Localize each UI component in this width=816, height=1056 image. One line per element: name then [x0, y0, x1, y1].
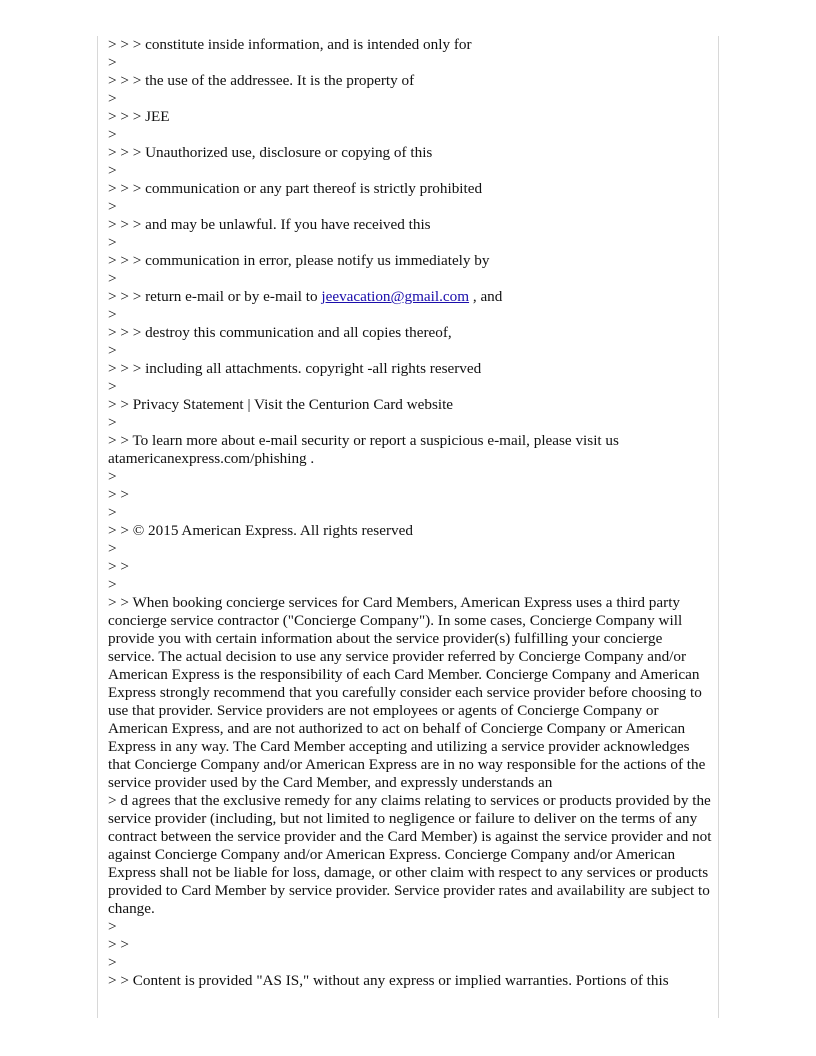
quote-marker: > [108, 378, 117, 395]
text-line: > > > JEE [108, 108, 170, 125]
quote-marker: > [108, 468, 117, 485]
quote-marker: > [108, 954, 117, 971]
text-line: > > > including all attachments. copyright -all rights reserved [108, 360, 482, 377]
text-line: > > Content is provided "AS IS," without any express or implied warranties. Portions of this [108, 972, 669, 989]
quote-marker: > [108, 504, 117, 521]
email-body [108, 36, 712, 990]
quote-marker: > > [108, 558, 129, 575]
quote-marker: > [108, 414, 117, 431]
text-line: > > > Unauthorized use, disclosure or copying of this [108, 144, 433, 161]
quote-marker: > [108, 306, 117, 323]
text-line: > > > the use of the addressee. It is the property of [108, 72, 415, 89]
disclaimer-paragraph: > > When booking concierge services for Card Members, American Express uses a third party concierge service contractor ("Concierge Company"). In some cases, Concierge Company will provide you with certain information about the service provider(s) fulfilling your concierge service. The actual decision to use any service provider referred by Concierge Company and/or American Express is the responsibility of each Card Member. Concierge Company and American Express strongly recommend that you carefully consider each service provider before choosing to use that provider. Service providers are not employees or agents of Concierge Company or American Express, and are not authorized to act on behalf of Concierge Company or American Express in any way. The Card Member accepting and utilizing a service provider acknowledges that Concierge Company and/or American Express are in no way responsible for the actions of the service provider used by the Card Member, and expressly understands an [108, 594, 706, 791]
quote-marker: > [108, 90, 117, 107]
text-line-with-email [108, 288, 712, 306]
quote-marker: > [108, 918, 117, 935]
quote-marker: > [108, 126, 117, 143]
text-line: > > > communication or any part thereof is strictly prohibited [108, 180, 483, 197]
text-line: > > Privacy Statement | Visit the Centurion Card website [108, 396, 454, 413]
quote-marker: > [108, 54, 117, 71]
quote-marker: > [108, 234, 117, 251]
email-link[interactable]: jeevacation@gmail.com [321, 288, 470, 305]
quote-marker: > > [108, 486, 129, 503]
text-line: > > > constitute inside information, and is intended only for [108, 36, 472, 53]
text-line: > > > and may be unlawful. If you have received this [108, 216, 431, 233]
quote-marker: > [108, 540, 117, 557]
text-line: > > > destroy this communication and all copies thereof, [108, 324, 452, 341]
text-line: > > > communication in error, please notify us immediately by [108, 252, 490, 269]
document-page [97, 36, 719, 1018]
quote-marker: > [108, 342, 117, 359]
text-fragment: , and [469, 288, 503, 305]
text-line: > > To learn more about e-mail security or report a suspicious e-mail, please visit us atamericanexpress.com/phishing . [108, 432, 623, 467]
quote-marker: > > [108, 936, 129, 953]
quote-marker: > [108, 270, 117, 287]
disclaimer-paragraph: > d agrees that the exclusive remedy for any claims relating to services or products provided by the service provider (including, but not limited to negligence or failure to deliver on the terms of any contract between the service provider and the Card Member) is against the service provider and not against Concierge Company and/or American Express. Concierge Company and/or American Express shall not be liable for loss, damage, or other claim with respect to any services or products provided to Card Member by service provider. Service provider rates and availability are subject to change. [108, 792, 712, 917]
copyright-line: > > © 2015 American Express. All rights reserved [108, 522, 413, 539]
text-fragment: > > > return e-mail or by e-mail to [108, 288, 322, 305]
quote-marker: > [108, 198, 117, 215]
quote-marker: > [108, 576, 117, 593]
quote-marker: > [108, 162, 117, 179]
